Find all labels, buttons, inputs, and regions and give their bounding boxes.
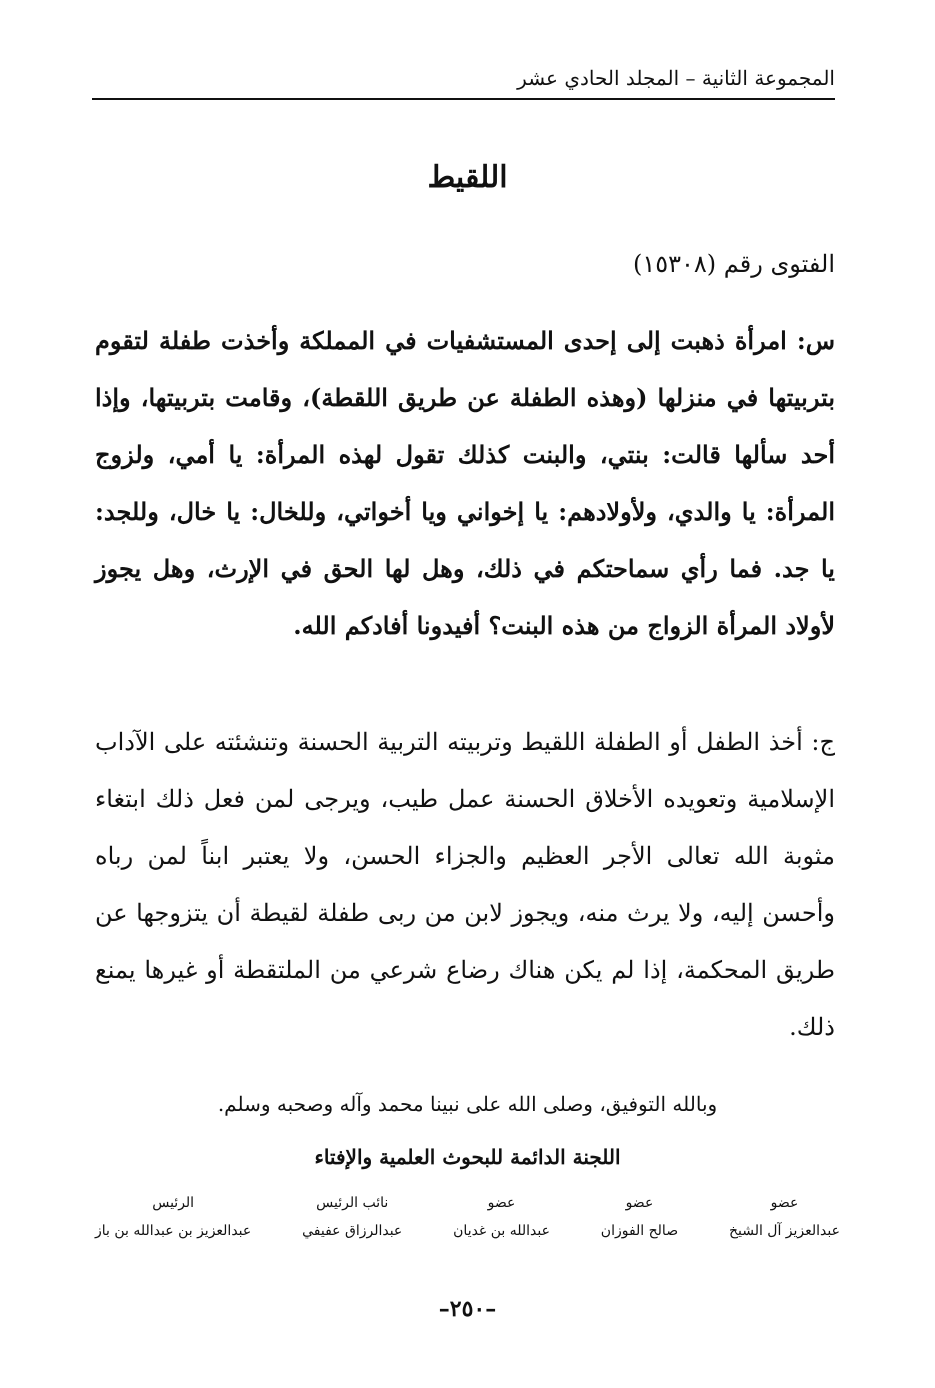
signatory-name: عبدالرزاق عفيفي bbox=[302, 1223, 403, 1239]
signatory-name: عبدالله بن غديان bbox=[453, 1223, 550, 1239]
signatory bbox=[95, 1188, 251, 1244]
signatory-role: عضو bbox=[625, 1195, 654, 1211]
signatories bbox=[95, 1188, 840, 1244]
signatory-name: عبدالعزيز آل الشيخ bbox=[728, 1223, 840, 1239]
signatory-name: صالح الفوزان bbox=[600, 1223, 679, 1239]
page-number: –٢٥٠– bbox=[438, 1296, 497, 1322]
closing-line: وبالله التوفيق، وصلى الله على نبينا محمد وآله وصحبه وسلم. bbox=[217, 1092, 718, 1116]
signatory bbox=[601, 1188, 678, 1244]
fatwa-title: اللقيط bbox=[427, 160, 508, 195]
running-header-title: المجموعة الثانية – المجلد الحادي عشر bbox=[511, 66, 835, 90]
question-paragraph: س: امرأة ذهبت إلى إحدى المستشفيات في المملكة وأخذت طفلة لتقوم بتربيتها في منزلها (وهذه الطفلة عن طريق اللقطة)، وقامت بتربيتها، وإذا أحد سألها قالت: بنتي، والبنت كذلك تقول لهذه المرأة: يا أمي، ولزوج المرأة: يا والدي، ولأولادهم: يا إخواني ويا أخواتي، وللخال: يا خال، وللجد: يا جد. فما رأي سماحتكم في ذلك، وهل لها الحق في الإرث، وهل يجوز لأولاد المرأة الزواج من هذه البنت؟ أفيدونا أفادكم الله. bbox=[95, 326, 835, 640]
fatwa-number: الفتوى رقم (١٥٣٠٨) bbox=[632, 250, 835, 278]
signatory-name: عبدالعزيز بن عبدالله بن باز bbox=[95, 1223, 252, 1239]
answer-paragraph: ج: أخذ الطفل أو الطفلة اللقيط وتربيته التربية الحسنة وتنشئته على الآداب الإسلامية وتعويده الأخلاق الحسنة عمل طيب، ويرجى لمن فعل ذلك ابتغاء مثوبة الله تعالى الأجر العظيم والجزاء الحسن، ولا يعتبر ابناً لمن رباه وأحسن إليه، ولا يرث منه، ويجوز لابن من ربى طفلة لقيطة أن يتزوجها عن طريق المحكمة، إذا لم يكن هناك رضاع شرعي من الملتقطة أو غيرها يمنع ذلك. bbox=[95, 728, 835, 1041]
signatory bbox=[302, 1188, 402, 1244]
signatory bbox=[453, 1188, 550, 1244]
signatory-role: الرئيس bbox=[152, 1195, 195, 1211]
signatory-role: عضو bbox=[770, 1195, 799, 1211]
signatory bbox=[729, 1188, 840, 1244]
signatory-role: عضو bbox=[487, 1195, 516, 1211]
signatory-role: نائب الرئيس bbox=[316, 1195, 389, 1211]
running-header bbox=[92, 62, 835, 100]
committee-name: اللجنة الدائمة للبحوث العلمية والإفتاء bbox=[314, 1145, 621, 1169]
